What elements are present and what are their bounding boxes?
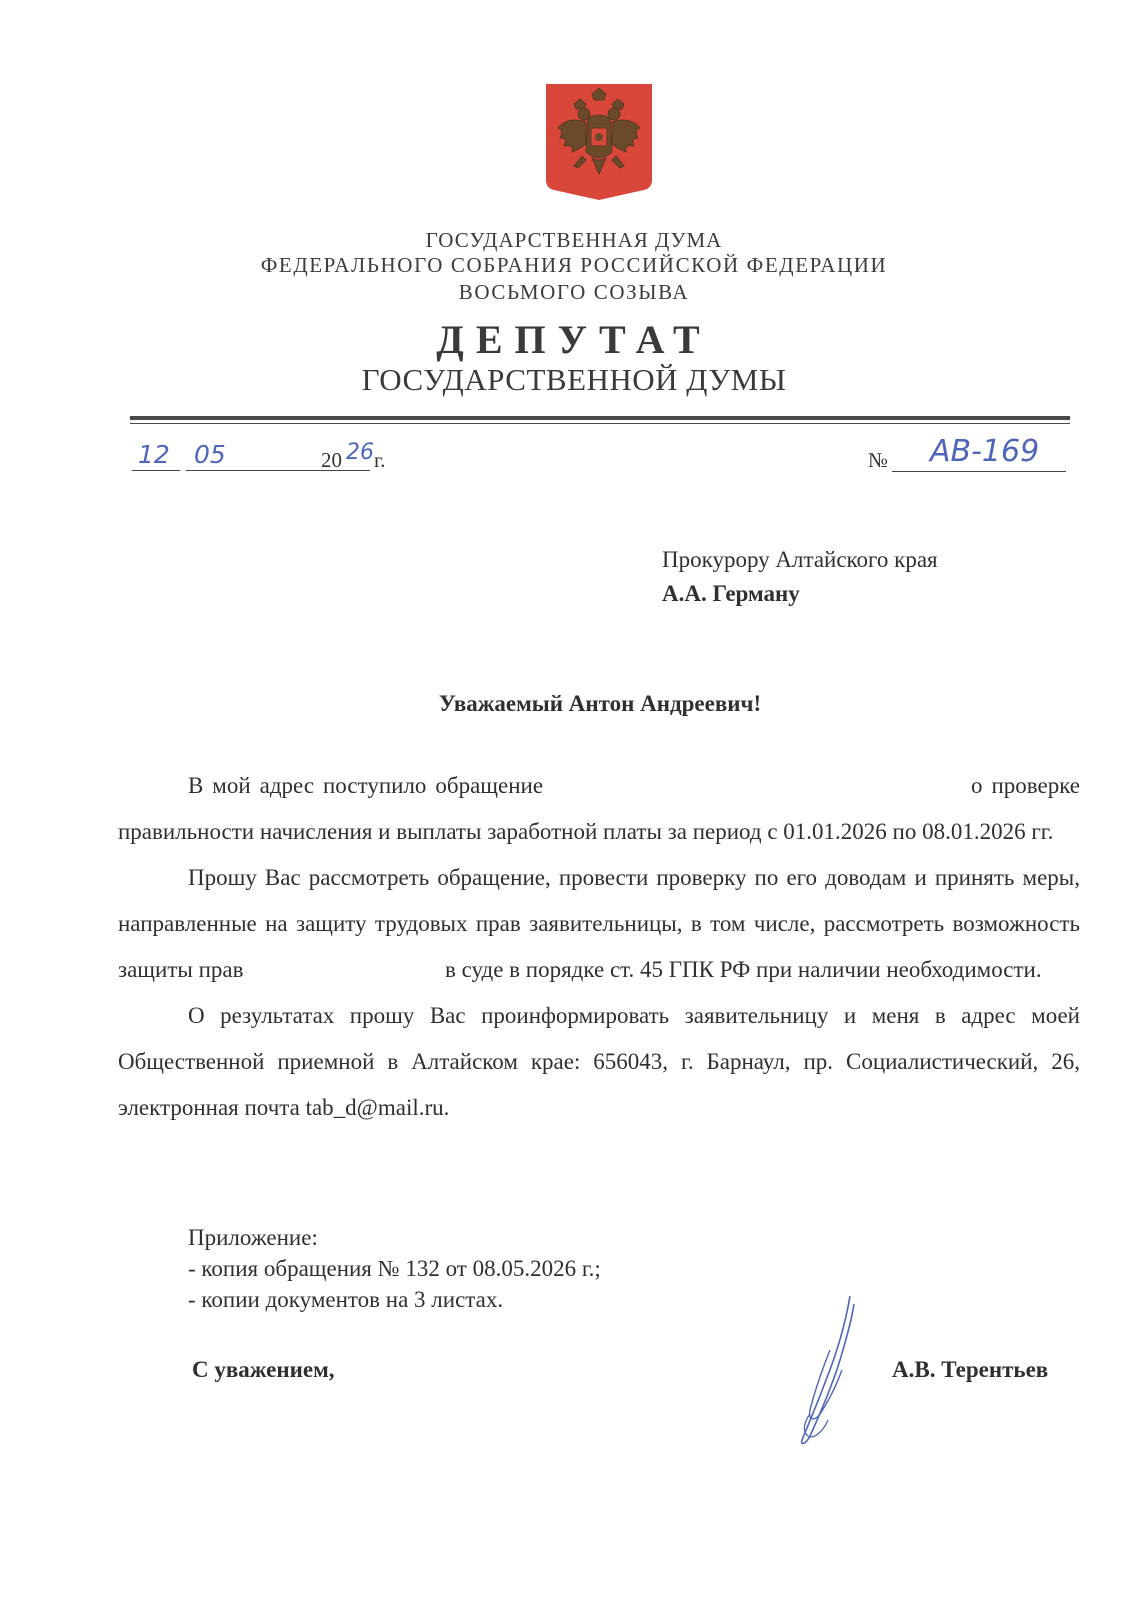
body-p1-end: о проверке правильности начисления и выплаты заработной платы за период с 01.01.2026 по 08.01.2026 гг. <box>118 773 1080 844</box>
attachment-item: - копия обращения № 132 от 08.05.2026 г.; <box>188 1256 601 1281</box>
date-month-underline <box>186 470 370 471</box>
russian-coat-of-arms-icon <box>544 82 654 202</box>
body-paragraph-3: О результатах прошу Вас проинформировать заявительницу и меня в адрес моей Общественной приемной в Алтайском крае: 656043, г. Барнаул, пр. Социалистический, 26, электронная почта tab_d@mail.ru. <box>118 1003 1080 1120</box>
addressee-name: А.А. Герману <box>662 581 800 606</box>
header-line-2: ФЕДЕРАЛЬНОГО СОБРАНИЯ РОССИЙСКОЙ ФЕДЕРАЦИИ <box>260 253 888 277</box>
body-p2-end: в суде в порядке ст. 45 ГПК РФ при наличии необходимости. <box>444 957 1042 982</box>
header-line-3: ВОСЬМОГО СОЗЫВА <box>458 280 690 304</box>
page-title: ДЕПУТАТ <box>436 317 712 362</box>
date-month: 05 <box>194 440 226 469</box>
body-p2-start: Прошу Вас рассмотреть обращение, провести проверку по его доводам и принять меры, направленные на защиту трудовых прав заявительницы, в том числе, рассмотреть возможность защиты прав <box>118 865 1080 982</box>
signer-name: А.В. Терентьев <box>892 1357 1049 1382</box>
body-p1-start: В мой адрес поступило обращение <box>188 773 544 798</box>
closing-phrase: С уважением, <box>192 1357 335 1382</box>
date-day-underline <box>132 470 180 471</box>
attachments-block <box>188 1222 601 1315</box>
header-divider-thick <box>130 416 1070 420</box>
letter-body <box>118 763 1080 1131</box>
addressee-block <box>662 547 938 607</box>
handwritten-signature <box>780 1290 880 1450</box>
header-divider-thin <box>130 423 1070 424</box>
date-year-prefix: 20 <box>321 448 342 472</box>
body-paragraph-1 <box>118 763 1080 855</box>
addressee-position: Прокурору Алтайского края <box>662 547 938 572</box>
date-year-suffix: г. <box>374 448 386 472</box>
date-day: 12 <box>138 440 170 469</box>
date-year-handwritten: 26 <box>346 440 374 465</box>
page-subtitle: ГОСУДАРСТВЕННОЙ ДУМЫ <box>361 362 787 397</box>
number-underline <box>892 471 1066 472</box>
salutation: Уважаемый Антон Андреевич! <box>438 691 762 716</box>
attachments-heading: Приложение: <box>188 1225 318 1250</box>
header-line-1: ГОСУДАРСТВЕННАЯ ДУМА <box>425 228 723 252</box>
body-paragraph-2 <box>118 855 1080 993</box>
attachment-item: - копии документов на 3 листах. <box>188 1287 504 1312</box>
number-label: № <box>868 448 889 472</box>
date-number-row <box>130 434 1070 480</box>
number-value: АВ-169 <box>930 434 1040 469</box>
